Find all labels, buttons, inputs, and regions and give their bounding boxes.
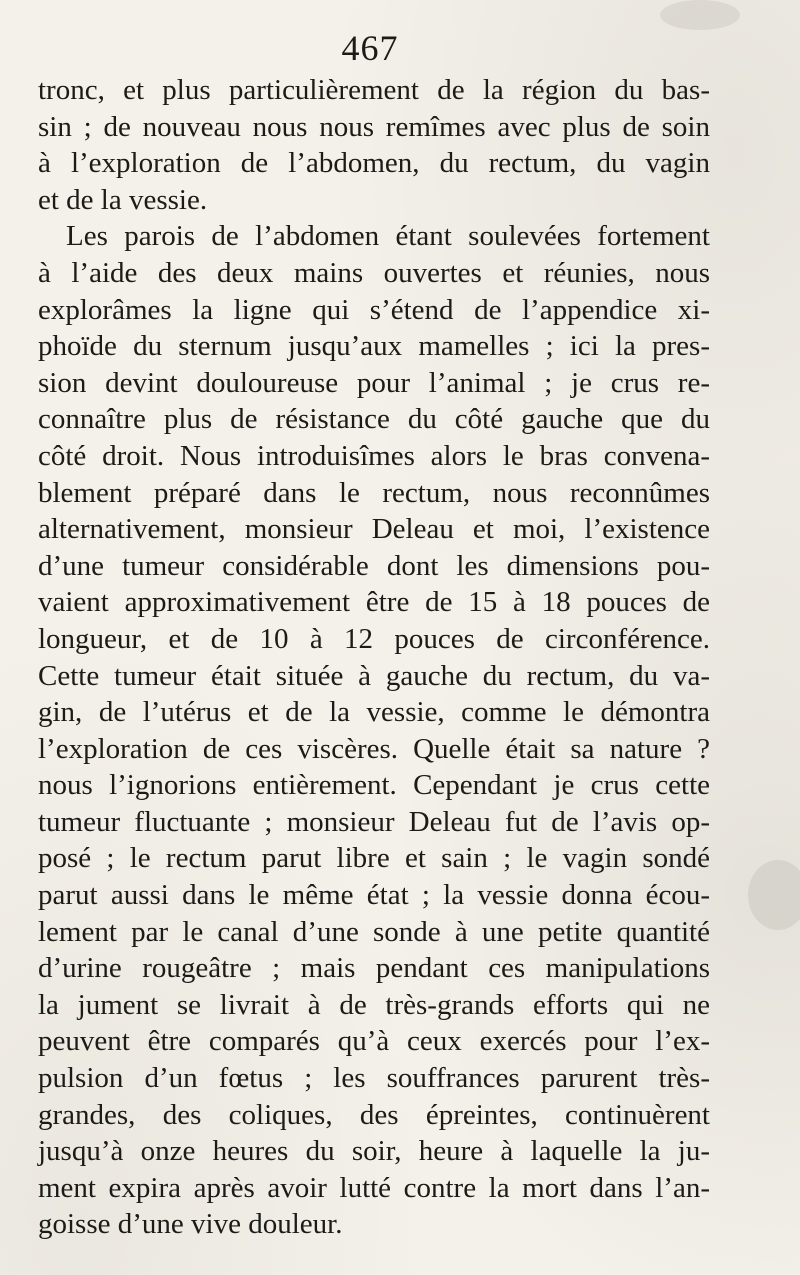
text-line: sin ; de nouveau nous nous remîmes avec plus de soin — [38, 110, 710, 143]
text-line: phoïde du sternum jusqu’aux mamelles ; ici la pres- — [38, 330, 710, 363]
text-line: sion devint douloureuse pour l’animal ; je crus re- — [38, 366, 710, 399]
text-line: posé ; le rectum parut libre et sain ; le vagin sondé — [38, 842, 710, 875]
text-line: côté droit. Nous introduisîmes alors le bras convena- — [38, 439, 710, 472]
text-line: peuvent être comparés qu’à ceux exercés pour l’ex- — [38, 1025, 710, 1058]
text-line: vaient approximativement être de 15 à 18 pouces de — [38, 586, 710, 619]
text-line: Cette tumeur était située à gauche du rectum, du va- — [38, 659, 710, 692]
text-line: et de la vessie. — [38, 183, 208, 216]
text-line: explorâmes la ligne qui s’étend de l’appendice xi- — [38, 293, 710, 326]
text-line: tronc, et plus particulièrement de la région du bas- — [38, 74, 710, 106]
page-number: 467 — [341, 28, 399, 68]
text-line: connaître plus de résistance du côté gauche que du — [38, 403, 710, 436]
text-line: la jument se livrait à de très-grands efforts qui ne — [38, 988, 710, 1021]
text-line: à l’aide des deux mains ouvertes et réunies, nous — [38, 256, 710, 289]
text-line: l’exploration de ces viscères. Quelle était sa nature ? — [38, 732, 710, 765]
text-line: gin, de l’utérus et de la vessie, comme le démontra — [38, 696, 710, 729]
text-line: grandes, des coliques, des épreintes, continuèrent — [38, 1098, 710, 1131]
text-line: parut aussi dans le même état ; la vessie donna écou- — [38, 879, 710, 912]
text-line: goisse d’une vive douleur. — [38, 1208, 343, 1241]
text-line: Les parois de l’abdomen étant soulevées fortement — [66, 220, 710, 253]
text-line: à l’exploration de l’abdomen, du rectum, du vagin — [38, 147, 710, 180]
paper-stain — [748, 860, 800, 930]
body-text — [38, 72, 710, 1243]
text-line: tumeur fluctuante ; monsieur Deleau fut de l’avis op- — [38, 805, 710, 838]
text-line: pulsion d’un fœtus ; les souffrances parurent très- — [38, 1062, 710, 1095]
text-line: nous l’ignorions entièrement. Cependant je crus cette — [38, 769, 710, 802]
text-line: d’urine rougeâtre ; mais pendant ces manipulations — [38, 952, 710, 985]
text-line: d’une tumeur considérable dont les dimensions pou- — [38, 549, 710, 582]
text-line: longueur, et de 10 à 12 pouces de circonférence. — [38, 622, 710, 655]
text-line: lement par le canal d’une sonde à une petite quantité — [38, 915, 710, 948]
text-line: ment expira après avoir lutté contre la mort dans l’an- — [38, 1171, 710, 1204]
text-line: alternativement, monsieur Deleau et moi, l’existence — [38, 513, 710, 546]
paper-stain — [660, 0, 740, 30]
text-line: jusqu’à onze heures du soir, heure à laquelle la ju- — [38, 1135, 710, 1168]
text-line: blement préparé dans le rectum, nous reconnûmes — [38, 476, 710, 509]
